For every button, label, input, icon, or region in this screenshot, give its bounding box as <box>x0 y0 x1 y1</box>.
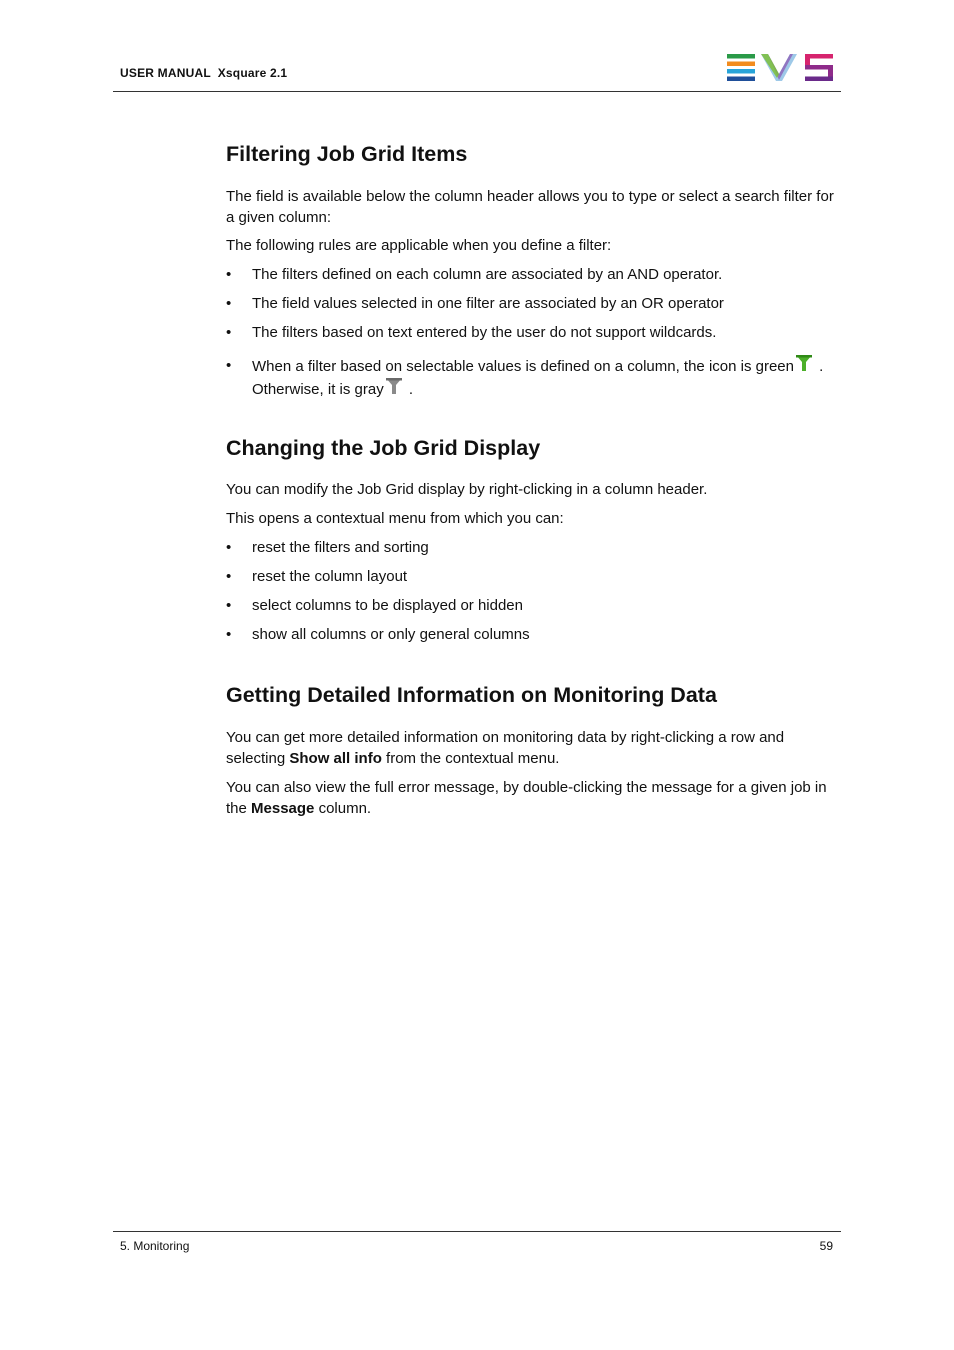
text-segment: You can get more detailed information on monitoring data by right-clicking a row and selecting <box>226 729 785 767</box>
list-item-text: reset the filters and sorting <box>252 539 429 556</box>
footer-chapter: 5. Monitoring <box>120 1239 190 1253</box>
document-title: USER MANUAL Xsquare 2.1 <box>120 66 288 80</box>
heading-detailed-information: Getting Detailed Information on Monitoring Data <box>226 683 717 707</box>
list-item-text: The filters based on text entered by the user do not support wildcards. <box>252 324 717 341</box>
text-gray-icon-sentence: Otherwise, it is gray <box>252 381 384 398</box>
filter-icon-gray <box>386 378 402 395</box>
bullet: • <box>226 357 232 374</box>
text-green-icon-sentence: When a filter based on selectable values is defined on a column, the icon is green <box>252 358 794 375</box>
list-item-text <box>252 355 836 401</box>
evs-logo <box>727 54 833 81</box>
ui-term-message: Message <box>251 799 315 817</box>
text-period: . <box>408 381 414 398</box>
bullet: • <box>226 295 232 312</box>
list-item-text: reset the column layout <box>252 568 408 585</box>
list-item-text: select columns to be displayed or hidden <box>252 597 523 614</box>
bullet: • <box>226 568 232 585</box>
paragraph-modify-display: You can modify the Job Grid display by right-clicking in a column header. <box>226 481 708 498</box>
paragraph-contextual-menu: This opens a contextual menu from which you can: <box>226 510 564 527</box>
paragraph-show-all-info <box>226 728 836 769</box>
filter-icon-green <box>796 355 812 372</box>
bullet: • <box>226 266 232 283</box>
list-item-text: The field values selected in one filter are associated by an OR operator <box>252 295 724 312</box>
page-footer <box>113 1231 841 1253</box>
bullet: • <box>226 597 232 614</box>
text-segment: You can also view the full error message, by double-clicking the message for a given job in the <box>226 779 827 817</box>
list-item-text: show all columns or only general columns <box>252 626 530 643</box>
text-segment: column. <box>314 799 372 817</box>
text-segment: from the contextual menu. <box>381 749 560 767</box>
list-item-text: The filters defined on each column are associated by an AND operator. <box>252 266 723 283</box>
heading-changing-job-grid-display: Changing the Job Grid Display <box>226 436 541 460</box>
paragraph-rules-intro: The following rules are applicable when you define a filter: <box>226 237 612 254</box>
heading-filtering-job-grid-items: Filtering Job Grid Items <box>226 142 468 166</box>
page-header <box>113 0 841 92</box>
paragraph-full-error-message <box>226 778 836 819</box>
page-number: 59 <box>819 1239 833 1253</box>
ui-term-show-all-info: Show all info <box>289 749 382 767</box>
text-period: . <box>819 358 824 375</box>
bullet: • <box>226 324 232 341</box>
paragraph-filter-field: The field is available below the column header allows you to type or select a search filter for a given column: <box>226 188 834 226</box>
bullet: • <box>226 539 232 556</box>
bullet: • <box>226 626 232 643</box>
